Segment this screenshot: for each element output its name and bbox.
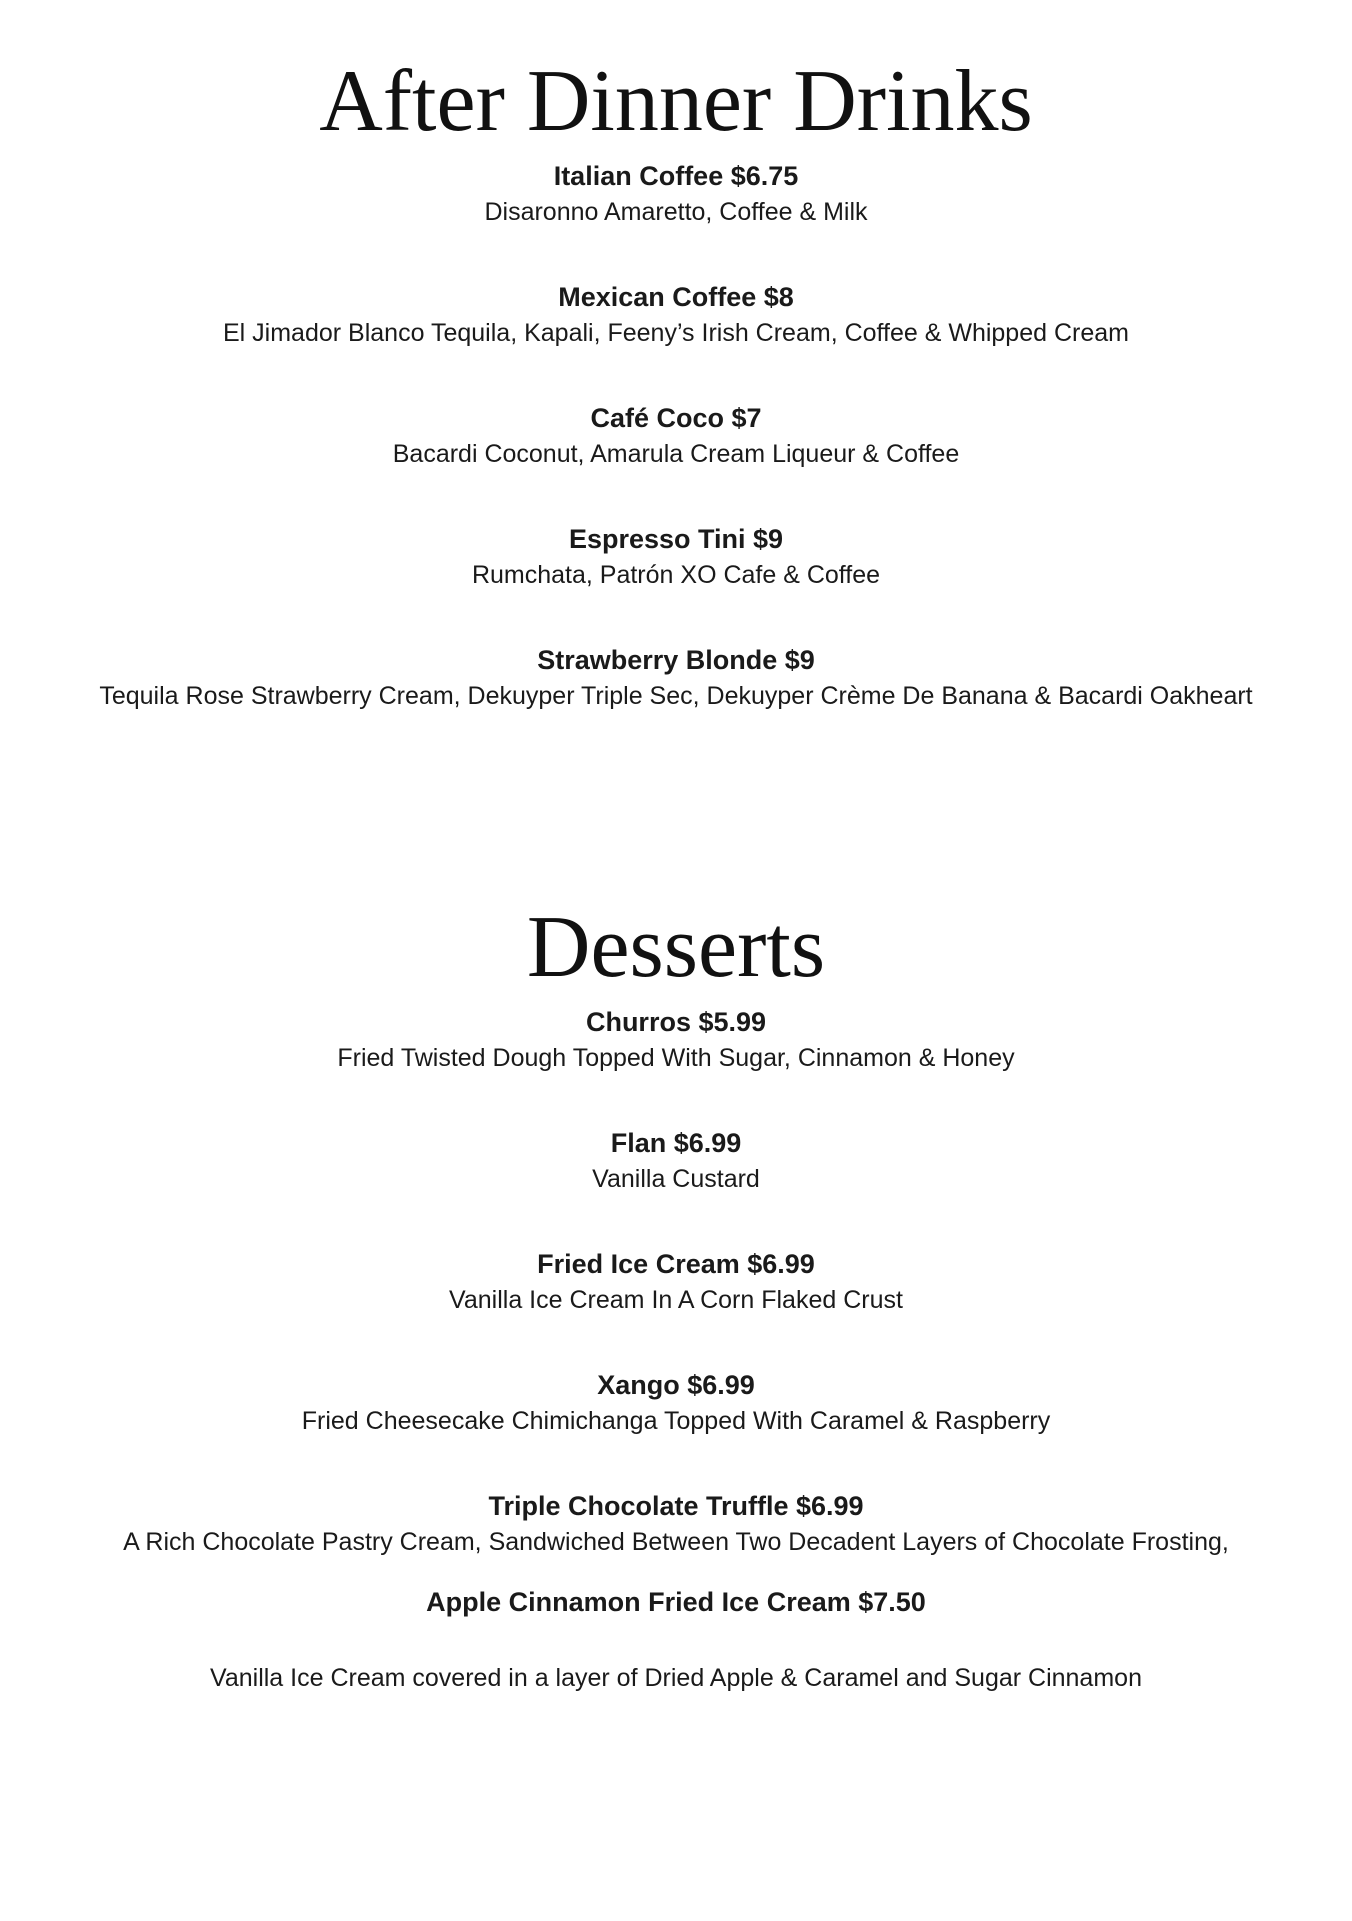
menu-item-description: Rumchata, Patrón XO Cafe & Coffee: [471, 561, 881, 589]
menu-item-description: A Rich Chocolate Pastry Cream, Sandwiched Between Two Decadent Layers of Chocolate Frosting,: [123, 1528, 1229, 1556]
drinks-section-title: After Dinner Drinks: [319, 53, 1033, 150]
menu-item-name: Fried Ice Cream $6.99: [537, 1249, 815, 1279]
menu-item-name: Café Coco $7: [590, 403, 762, 433]
menu-item-description: Vanilla Ice Cream covered in a layer of Dried Apple & Caramel and Sugar Cinnamon: [210, 1664, 1142, 1692]
menu-item-name: Flan $6.99: [610, 1128, 742, 1158]
menu-item-description: Disaronno Amaretto, Coffee & Milk: [484, 198, 868, 226]
menu-item-description: El Jimador Blanco Tequila, Kapali, Feeny’s Irish Cream, Coffee & Whipped Cream: [223, 319, 1129, 347]
menu-item-name: Italian Coffee $6.75: [553, 161, 799, 191]
menu-item-fried-ice-cream: [60, 1246, 1292, 1319]
menu-item-italian-coffee: [60, 158, 1292, 231]
menu-item-name: Xango $6.99: [597, 1370, 755, 1400]
menu-item-name: Strawberry Blonde $9: [537, 645, 815, 675]
menu-item-xango: [60, 1367, 1292, 1440]
menu-item-mexican-coffee: [60, 279, 1292, 352]
menu-item-name: Churros $5.99: [585, 1007, 767, 1037]
menu-item-name: Espresso Tini $9: [568, 524, 784, 554]
menu-item-strawberry-blonde: [60, 642, 1292, 715]
menu-item-description: Vanilla Custard: [592, 1165, 760, 1193]
menu-item-description: Tequila Rose Strawberry Cream, Dekuyper Triple Sec, Dekuyper Crème De Banana & Bacardi Oakheart: [99, 682, 1253, 710]
menu-item-churros: [60, 1004, 1292, 1077]
desserts-section-title: Desserts: [526, 899, 826, 996]
menu-item-description: Fried Twisted Dough Topped With Sugar, Cinnamon & Honey: [337, 1044, 1015, 1072]
menu-item-description: Fried Cheesecake Chimichanga Topped With Caramel & Raspberry: [301, 1407, 1051, 1435]
menu-item-apple-cinnamon-fried-ice-cream: [60, 1584, 1292, 1697]
menu-item-espresso-tini: [60, 521, 1292, 594]
menu-item-description: Bacardi Coconut, Amarula Cream Liqueur & Coffee: [392, 440, 960, 468]
menu-item-name: Apple Cinnamon Fried Ice Cream $7.50: [426, 1587, 926, 1617]
menu-item-flan: [60, 1125, 1292, 1198]
menu-item-cafe-coco: [60, 400, 1292, 473]
menu-item-triple-chocolate-truffle: [60, 1488, 1292, 1561]
menu-item-name: Mexican Coffee $8: [558, 282, 794, 312]
menu-item-description: Vanilla Ice Cream In A Corn Flaked Crust: [449, 1286, 903, 1314]
menu-item-name: Triple Chocolate Truffle $6.99: [488, 1491, 864, 1521]
